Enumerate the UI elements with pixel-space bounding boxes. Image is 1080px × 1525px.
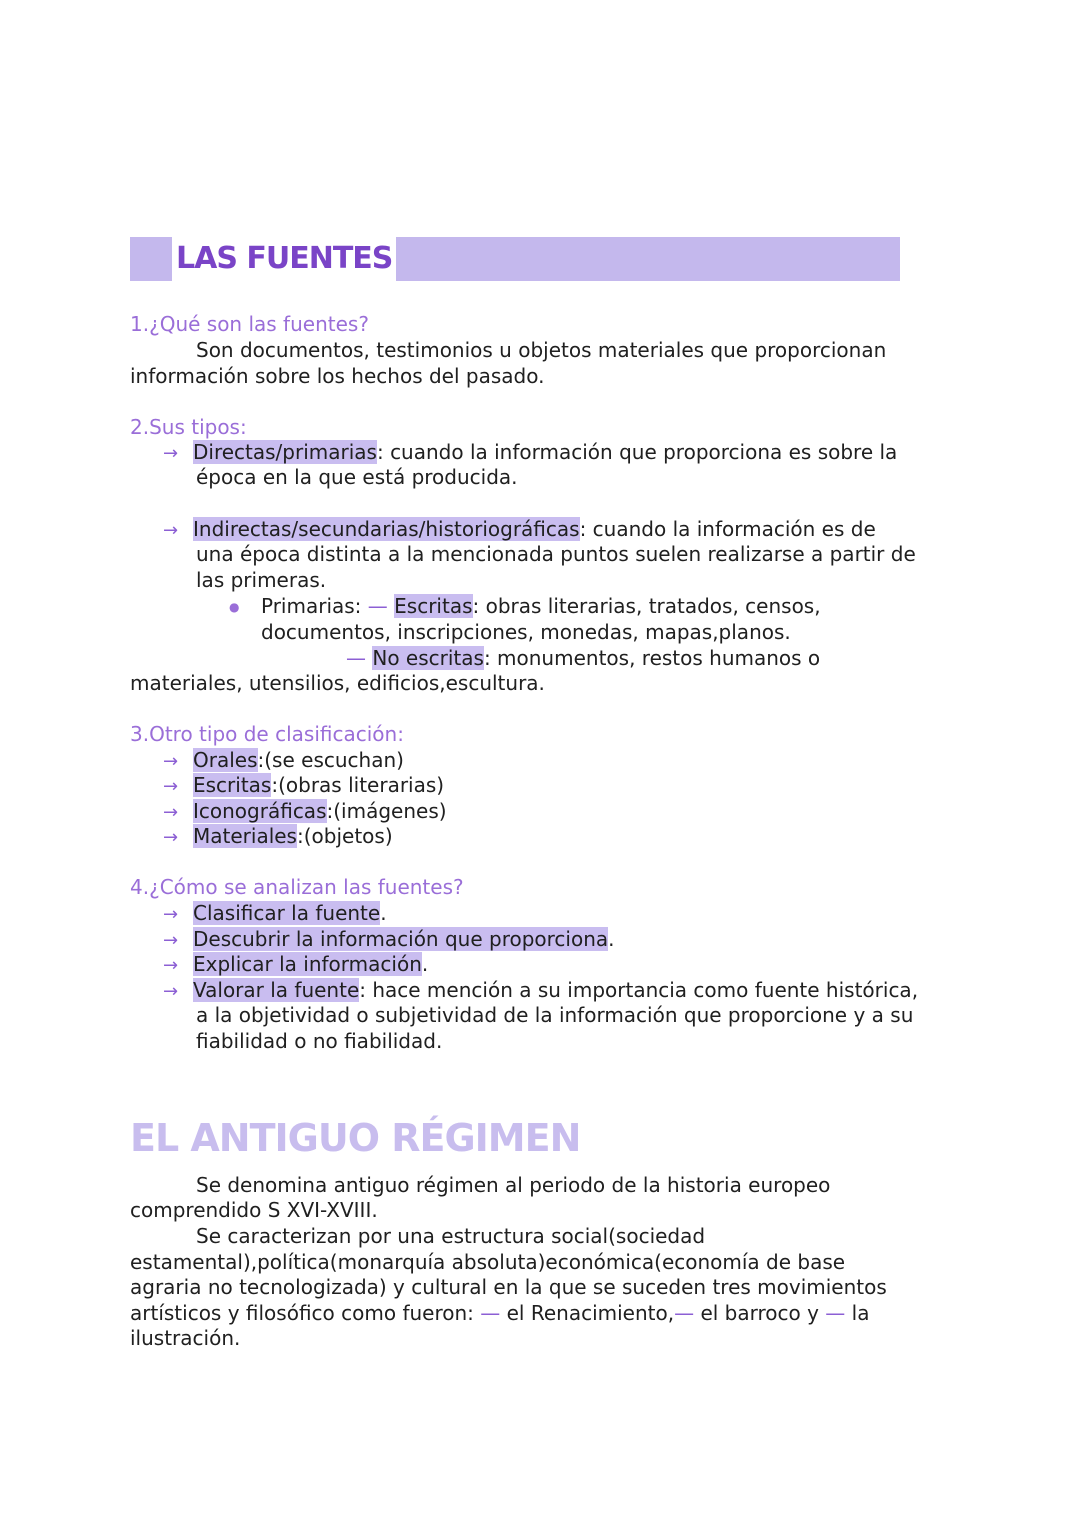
item-text-continued: fiabilidad o no fiabilidad. (196, 1029, 443, 1053)
question-3-heading: 3.Otro tipo de clasificación: (130, 722, 404, 746)
item-text-continued: a la objetividad o subjetividad de la información que proporcione y a su (196, 1003, 914, 1027)
dash: — (367, 594, 388, 618)
list-item (163, 748, 404, 774)
highlighted-term: Escritas (193, 773, 272, 797)
list-item (163, 440, 897, 466)
item-text-continued: una época distinta a la mencionada puntos suelen realizarse a partir de (196, 542, 916, 566)
question-4-heading: 4.¿Cómo se analizan las fuentes? (130, 875, 464, 899)
item-text: :(se escuchan) (257, 748, 404, 772)
paragraph-line: estamental),política(monarquía absoluta)económica(economía de base (130, 1250, 846, 1274)
item-text-continued: las primeras. (196, 568, 327, 592)
paragraph-line (130, 1301, 869, 1326)
sub-label: Primarias: (261, 594, 368, 618)
highlighted-term: Explicar la información (193, 952, 422, 976)
list-item (163, 773, 444, 799)
item-text: :(objetos) (296, 824, 393, 848)
text-part: artísticos y filosófico como fueron: (130, 1301, 481, 1325)
arrow-icon: → (163, 904, 179, 925)
sub-text-continued (346, 646, 820, 671)
highlighted-term: Materiales (193, 824, 297, 848)
paragraph-line: Se caracterizan por una estructura social(sociedad (196, 1224, 706, 1248)
question-1-heading: 1.¿Qué son las fuentes? (130, 312, 369, 336)
highlighted-term: Orales (193, 748, 258, 772)
dash: — (346, 646, 366, 670)
highlighted-term: Valorar la fuente (193, 978, 360, 1002)
arrow-icon: → (163, 930, 179, 951)
dash: — (674, 1301, 695, 1325)
arrow-icon: → (163, 443, 179, 464)
dash: — (825, 1301, 846, 1325)
item-text: :(imágenes) (326, 799, 447, 823)
q1-text-line2: información sobre los hechos del pasado. (130, 364, 545, 388)
item-text: :(obras literarias) (271, 773, 445, 797)
highlighted-term: Indirectas/secundarias/historiográficas (193, 517, 580, 541)
sub-text: : obras literarias, tratados, censos, (472, 594, 821, 618)
highlighted-term: Escritas (394, 594, 473, 618)
sub-text-continued: documentos, inscripciones, monedas, mapas,planos. (261, 620, 791, 644)
list-item (163, 517, 876, 543)
arrow-icon: → (163, 776, 179, 797)
item-text: : cuando la información que proporciona es sobre la (376, 440, 898, 464)
arrow-icon: → (163, 802, 179, 823)
item-text: . (608, 927, 615, 951)
arrow-icon: → (163, 827, 179, 848)
highlighted-term: Directas/primarias (193, 440, 377, 464)
bullet-icon: ● (229, 600, 240, 614)
section-title-antiguo-regimen: EL ANTIGUO RÉGIMEN (130, 1116, 581, 1160)
list-item (163, 901, 387, 927)
list-item (163, 799, 447, 825)
highlighted-term: No escritas (372, 646, 484, 670)
item-text: . (421, 952, 429, 976)
dash: — (480, 1301, 501, 1325)
q1-text-line1: Son documentos, testimonios u objetos materiales que proporcionan (196, 338, 887, 362)
text-part: el Renacimiento, (500, 1301, 675, 1325)
item-text: : cuando la información es de (579, 517, 876, 541)
sub-list-item (229, 594, 821, 620)
paragraph-line: agraria no tecnologizada) y cultural en la que se suceden tres movimientos (130, 1275, 887, 1299)
item-text-continued: época en la que está producida. (196, 465, 518, 489)
highlighted-term: Clasificar la fuente (193, 901, 381, 925)
list-item (163, 927, 615, 953)
section-title-las-fuentes: LAS FUENTES (172, 237, 396, 281)
list-item (163, 952, 428, 978)
arrow-icon: → (163, 520, 179, 541)
highlighted-term: Iconográficas (193, 799, 327, 823)
item-text: : hace mención a su importancia como fuente histórica, (359, 978, 919, 1002)
question-2-heading: 2.Sus tipos: (130, 415, 247, 439)
sub-text-continued: materiales, utensilios, edificios,escultura. (130, 671, 545, 695)
arrow-icon: → (163, 955, 179, 976)
text-part: la (845, 1301, 870, 1325)
text-part: el barroco y (694, 1301, 826, 1325)
highlighted-term: Descubrir la información que proporciona (193, 927, 609, 951)
list-item (163, 824, 393, 850)
paragraph-line: ilustración. (130, 1326, 241, 1350)
sub-text: : monumentos, restos humanos o (483, 646, 821, 670)
item-text: . (380, 901, 387, 925)
paragraph-line: comprendido S XVI-XVIII. (130, 1198, 378, 1222)
arrow-icon: → (163, 981, 179, 1002)
arrow-icon: → (163, 751, 179, 772)
list-item (163, 978, 918, 1004)
paragraph-line: Se denomina antiguo régimen al periodo de la historia europeo (196, 1173, 831, 1197)
